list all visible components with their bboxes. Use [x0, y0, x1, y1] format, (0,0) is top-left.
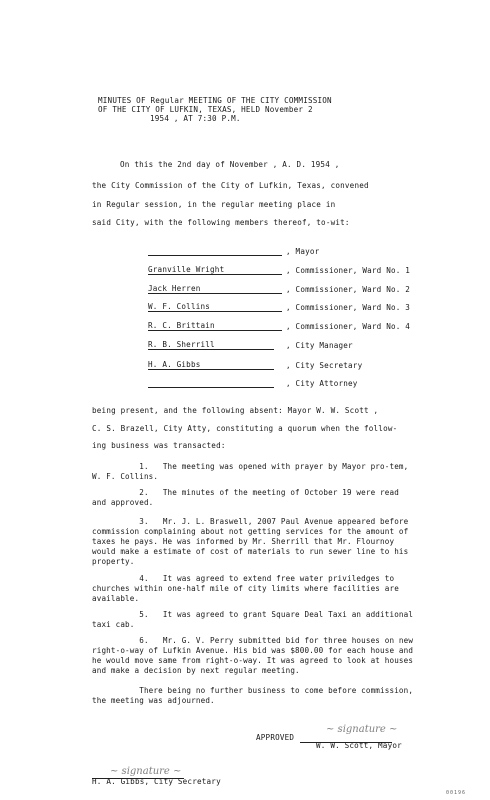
roster-title-3: , Commissioner, Ward No. 3 — [286, 303, 411, 312]
roster-name-2: Jack Herren — [148, 284, 201, 293]
roster-title-5: , City Manager — [286, 341, 353, 350]
opening-line-3: in Regular session, in the regular meeting place in — [92, 200, 336, 209]
present-line-3: ing business was transacted: — [92, 441, 226, 450]
roster-title-6: , City Secretary — [286, 361, 363, 370]
item-6: 6. Mr. G. V. Perry submitted bid for three houses on new right-o-way of Lufkin Avenue. His bid was $800.00 for each house and he would move same from right-o-way. It was agreed to look at houses and make a decision by next regular meeting. — [92, 636, 414, 675]
item-5: 5. It was agreed to grant Square Deal Taxi an additional taxi cab. — [92, 610, 414, 629]
secretary-signature-line: H. A. Gibbs, City Secretary — [92, 777, 221, 786]
heading-line-1: MINUTES OF Regular MEETING OF THE CITY COMMISSION — [98, 96, 332, 105]
secretary-signature: ~ signature ~ — [110, 766, 182, 777]
item-3: 3. Mr. J. L. Braswell, 2007 Paul Avenue appeared before commission complaining about not getting services for the amount of taxes he pays. He was informed by Mr. Sherrill that Mr. Flournoy would make a estimate of cost of materials to run sewer line to his property. — [92, 517, 409, 566]
roster-title-1: , Commissioner, Ward No. 1 — [286, 266, 411, 275]
roster-name-3: W. F. Collins — [148, 302, 211, 311]
approved-label: APPROVED — [256, 733, 295, 742]
opening-line-2: the City Commission of the City of Lufkin, Texas, convened — [92, 181, 369, 190]
closing: There being no further business to come before commission, the meeting was adjourned. — [92, 686, 414, 705]
opening-line-1: On this the 2nd day of November , A. D. 1954 , — [120, 160, 340, 169]
roster-title-7: , City Attorney — [286, 379, 358, 388]
present-line-1: being present, and the following absent: Mayor W. W. Scott , — [92, 406, 379, 415]
page-marker: 00196 — [446, 790, 467, 796]
item-4: 4. It was agreed to extend free water priviledges to churches within one-half mile of city limits where facilities are available. — [92, 574, 399, 603]
roster-name-6: H. A. Gibbs — [148, 360, 201, 369]
item-1: 1. The meeting was opened with prayer by Mayor pro-tem, W. F. Collins. — [92, 462, 409, 481]
present-line-2: C. S. Brazell, City Atty, constituting a quorum when the follow- — [92, 424, 398, 433]
mayor-signature: ~ signature ~ — [326, 724, 398, 735]
roster-name-4: R. C. Brittain — [148, 321, 215, 330]
roster-name-5: R. B. Sherrill — [148, 340, 215, 349]
heading-line-2: OF THE CITY OF LUFKIN, TEXAS, HELD November 2 — [98, 105, 313, 114]
roster-title-mayor: , Mayor — [286, 247, 320, 256]
item-2: 2. The minutes of the meeting of October 19 were read and approved. — [92, 488, 399, 507]
mayor-signature-line: W. W. Scott, Mayor — [316, 741, 402, 750]
heading-line-3: 1954 , AT 7:30 P.M. — [150, 114, 241, 123]
roster-title-2: , Commissioner, Ward No. 2 — [286, 285, 411, 294]
roster-name-1: Granville Wright — [148, 265, 225, 274]
roster-title-4: , Commissioner, Ward No. 4 — [286, 322, 411, 331]
opening-line-4: said City, with the following members thereof, to-wit: — [92, 218, 350, 227]
